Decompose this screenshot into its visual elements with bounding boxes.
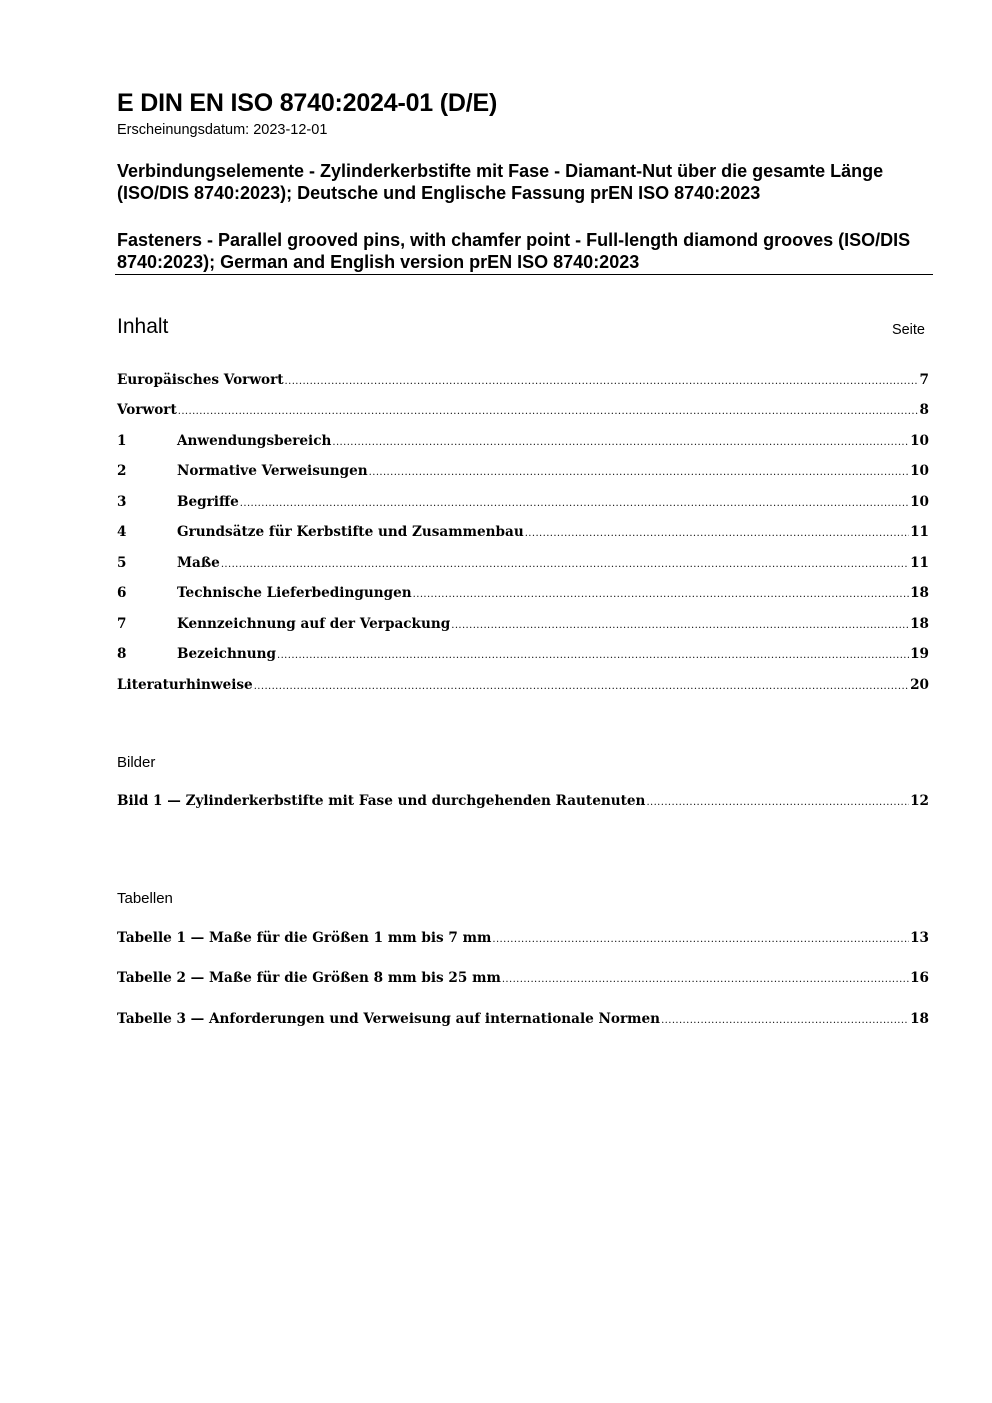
toc-entry-text: Normative Verweisungen <box>177 463 368 479</box>
publication-date: Erscheinungsdatum: 2023-12-01 <box>117 122 328 138</box>
toc-leader-dots <box>254 681 909 692</box>
toc-entry-number: 5 <box>117 555 127 571</box>
table-entry-text: Tabelle 2 — Maße für die Größen 8 mm bis 25 mm <box>117 970 501 986</box>
toc-entry-5[interactable] <box>117 555 929 575</box>
toc-entry-1[interactable] <box>117 433 929 453</box>
toc-entry-text: Technische Lieferbedingungen <box>177 585 412 601</box>
toc-entry-text: Vorwort <box>117 402 177 418</box>
table-entry-page: 18 <box>910 1011 929 1027</box>
toc-leader-dots <box>285 376 919 387</box>
toc-entry-europaeisches-vorwort[interactable] <box>117 372 929 392</box>
toc-entry-page: 10 <box>910 494 929 510</box>
table-entry-2[interactable] <box>117 970 929 990</box>
toc-leader-dots <box>240 498 909 509</box>
toc-entry-8[interactable] <box>117 646 929 666</box>
toc-entry-number: 4 <box>117 524 127 540</box>
toc-entry-page: 18 <box>910 585 929 601</box>
toc-heading: Inhalt <box>117 315 169 338</box>
toc-entry-number: 8 <box>117 646 127 662</box>
table-entry-page: 16 <box>910 970 929 986</box>
table-entry-3[interactable] <box>117 1011 929 1031</box>
toc-leader-dots <box>369 467 909 478</box>
toc-entry-page: 10 <box>910 463 929 479</box>
toc-entry-text: Grundsätze für Kerbstifte und Zusammenbau <box>177 524 524 540</box>
toc-entry-page: 8 <box>919 402 929 418</box>
title-english: Fasteners - Parallel grooved pins, with chamfer point - Full-length diamond grooves (ISO/DIS 8740:2023); German and English version prEN ISO 8740:2023 <box>117 230 911 272</box>
toc-leader-dots <box>332 437 909 448</box>
toc-entry-text: Bezeichnung <box>177 646 276 662</box>
toc-entry-number: 3 <box>117 494 127 510</box>
toc-entry-text: Maße <box>177 555 220 571</box>
document-id: E DIN EN ISO 8740:2024-01 (D/E) <box>117 89 498 117</box>
header-divider <box>115 274 933 275</box>
toc-entry-page: 11 <box>910 555 929 571</box>
tables-heading: Tabellen <box>117 890 173 907</box>
toc-entry-literaturhinweise[interactable] <box>117 677 929 697</box>
toc-page-column-label: Seite <box>891 322 925 338</box>
title-german: Verbindungselemente - Zylinderkerbstifte mit Fase - Diamant-Nut über die gesamte Länge (ISO/DIS 8740:2023); Deutsche und Englische Fassung prEN ISO 8740:2023 <box>117 161 884 203</box>
toc-leader-dots <box>451 620 909 631</box>
toc-entry-page: 18 <box>910 616 929 632</box>
toc-entry-page: 20 <box>910 677 929 693</box>
toc-entry-text: Begriffe <box>177 494 239 510</box>
toc-leader-dots <box>277 650 909 661</box>
figure-entry-text: Bild 1 — Zylinderkerbstifte mit Fase und durchgehenden Rautenuten <box>117 793 646 809</box>
toc-entry-text: Literaturhinweise <box>117 677 253 693</box>
toc-leader-dots <box>502 974 909 985</box>
toc-leader-dots <box>221 559 909 570</box>
toc-entry-number: 1 <box>117 433 127 449</box>
toc-entry-page: 10 <box>910 433 929 449</box>
toc-entry-number: 7 <box>117 616 127 632</box>
toc-entry-6[interactable] <box>117 585 929 605</box>
table-entry-text: Tabelle 1 — Maße für die Größen 1 mm bis 7 mm <box>117 930 492 946</box>
toc-entry-number: 2 <box>117 463 127 479</box>
table-entry-1[interactable] <box>117 930 929 950</box>
figure-entry-page: 12 <box>910 793 929 809</box>
toc-entry-number: 6 <box>117 585 127 601</box>
toc-leader-dots <box>413 589 909 600</box>
table-entry-text: Tabelle 3 — Anforderungen und Verweisung auf internationale Normen <box>117 1011 661 1027</box>
toc-entry-text: Europäisches Vorwort <box>117 372 284 388</box>
toc-entry-vorwort[interactable] <box>117 402 929 422</box>
toc-entry-4[interactable] <box>117 524 929 544</box>
figure-entry-1[interactable] <box>117 793 929 813</box>
figures-heading: Bilder <box>117 754 156 771</box>
toc-entry-page: 7 <box>919 372 929 388</box>
toc-entry-page: 11 <box>910 524 929 540</box>
toc-entry-text: Kennzeichnung auf der Verpackung <box>177 616 451 632</box>
table-entry-page: 13 <box>910 930 929 946</box>
toc-entry-page: 19 <box>910 646 929 662</box>
toc-entry-7[interactable] <box>117 616 929 636</box>
toc-leader-dots <box>646 797 909 808</box>
toc-entry-3[interactable] <box>117 494 929 514</box>
toc-leader-dots <box>525 528 909 539</box>
toc-leader-dots <box>661 1015 909 1026</box>
toc-leader-dots <box>178 406 919 417</box>
toc-entry-2[interactable] <box>117 463 929 483</box>
toc-leader-dots <box>492 934 909 945</box>
toc-entry-text: Anwendungsbereich <box>177 433 332 449</box>
